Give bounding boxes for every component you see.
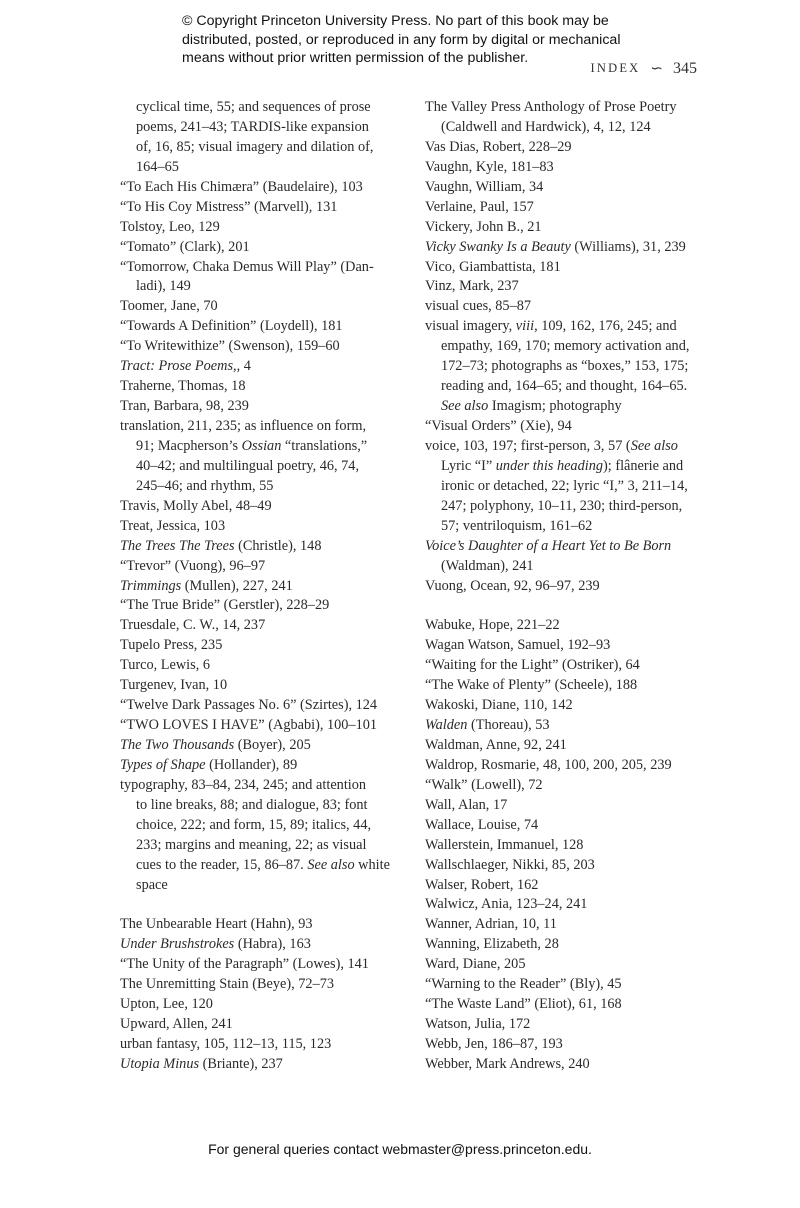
- entry-text: Upward, Allen, 241: [120, 1016, 233, 1033]
- index-entry: [425, 856, 715, 876]
- index-entry-line: [425, 517, 715, 537]
- index-entry-line: [120, 377, 410, 397]
- index-entry-line: [120, 876, 410, 896]
- italic-title: Vicky Swanky Is a Beauty: [425, 238, 571, 255]
- italic-title: Ossian: [241, 437, 282, 454]
- entry-text: (Briante), 237: [199, 1055, 283, 1072]
- index-entry: [425, 895, 715, 915]
- italic-title: Utopia Minus: [120, 1055, 200, 1072]
- index-entry: [120, 716, 410, 736]
- index-entry: [120, 98, 410, 178]
- index-entry: [120, 417, 410, 497]
- index-entry: [425, 876, 715, 896]
- index-entry-line: [120, 816, 410, 836]
- index-entry-line: [120, 218, 410, 238]
- entry-text: visual imagery,: [425, 318, 516, 335]
- entry-text: Webb, Jen, 186–87, 193: [425, 1036, 563, 1053]
- letter-group-gap: [425, 596, 715, 616]
- entry-text: 57; ventriloquism, 161–62: [441, 517, 593, 534]
- index-entry: [425, 1015, 715, 1035]
- index-entry: [425, 756, 715, 776]
- index-entry: [120, 1055, 410, 1075]
- italic-title: Walden: [425, 717, 468, 734]
- index-entry: [120, 676, 410, 696]
- index-entry: [120, 616, 410, 636]
- entry-text: Wallschlaeger, Nikki, 85, 203: [425, 856, 595, 873]
- index-entry-line: [120, 258, 410, 278]
- entry-text: Ward, Diane, 205: [425, 956, 526, 973]
- entry-text: ); flânerie and: [603, 457, 684, 474]
- index-entry-line: [120, 457, 410, 477]
- entry-text: Wallerstein, Immanuel, 128: [425, 836, 584, 853]
- index-entry: [120, 1015, 410, 1035]
- entry-text: 245–46; and rhythm, 55: [136, 477, 274, 494]
- index-entry: [425, 178, 715, 198]
- entry-text: “Twelve Dark Passages No. 6” (Szirtes), 124: [120, 697, 378, 714]
- index-entry-line: [120, 836, 410, 856]
- index-entry-line: [425, 816, 715, 836]
- index-entry: [120, 258, 410, 298]
- index-entry: [120, 636, 410, 656]
- index-entry: [425, 716, 715, 736]
- index-entry-line: [425, 636, 715, 656]
- entry-text: “Waiting for the Light” (Ostriker), 64: [425, 657, 640, 674]
- index-entry-line: [120, 158, 410, 178]
- index-entry-line: [120, 557, 410, 577]
- index-entry-line: [120, 537, 410, 557]
- index-entry-line: [120, 756, 410, 776]
- index-entry-line: [120, 118, 410, 138]
- entry-text: 40–42; and multilingual poetry, 46, 74,: [136, 457, 360, 474]
- index-entry: [120, 357, 410, 377]
- entry-text: (Mullen), 227, 241: [181, 577, 293, 594]
- entry-text: Toomer, Jane, 70: [120, 298, 218, 315]
- index-entry-line: [120, 138, 410, 158]
- index-entry: [425, 258, 715, 278]
- entry-text: 172–73; photographs as “boxes,” 153, 175;: [441, 358, 689, 375]
- index-entry-line: [120, 98, 410, 118]
- entry-text: Upton, Lee, 120: [120, 996, 213, 1013]
- index-entry: [425, 636, 715, 656]
- index-entry-line: [120, 676, 410, 696]
- entry-text: Wall, Alan, 17: [425, 796, 508, 813]
- index-entry: [425, 915, 715, 935]
- index-entry: [120, 317, 410, 337]
- index-entry: [425, 138, 715, 158]
- index-entry: [120, 577, 410, 597]
- index-entry-line: [120, 1015, 410, 1035]
- footer-contact: For general queries contact webmaster@press.princeton.edu.: [208, 1141, 592, 1157]
- entry-text: of, 16, 85; visual imagery and dilation of,: [136, 138, 374, 155]
- entry-text: Turgenev, Ivan, 10: [120, 677, 228, 694]
- index-column-left: [120, 98, 410, 1075]
- index-entry-line: [425, 1035, 715, 1055]
- index-entry: [120, 297, 410, 317]
- entry-text: poems, 241–43; TARDIS-like expansion: [136, 118, 369, 135]
- index-entry: [120, 696, 410, 716]
- index-entry-line: [425, 975, 715, 995]
- entry-text: The Unbearable Heart (Hahn), 93: [120, 916, 313, 933]
- index-entry: [425, 317, 715, 417]
- entry-text: white: [354, 856, 390, 873]
- copyright-line: distributed, posted, or reproduced in any form by digital or mechanical: [182, 31, 621, 48]
- entry-text: Verlaine, Paul, 157: [425, 198, 534, 215]
- index-entry-line: [120, 995, 410, 1015]
- entry-text: “The Wake of Plenty” (Scheele), 188: [425, 677, 638, 694]
- index-entry: [120, 198, 410, 218]
- entry-text: Travis, Molly Abel, 48–49: [120, 497, 272, 514]
- index-entry: [120, 736, 410, 756]
- entry-text: “To Writewithize” (Swenson), 159–60: [120, 338, 340, 355]
- index-entry-line: [120, 577, 410, 597]
- entry-text: (Caldwell and Hardwick), 4, 12, 124: [441, 118, 651, 135]
- index-entry-line: [425, 337, 715, 357]
- index-entry-line: [425, 915, 715, 935]
- index-entry: [120, 337, 410, 357]
- entry-text: “translations,”: [281, 437, 368, 454]
- index-entry-line: [120, 656, 410, 676]
- index-entry: [120, 776, 410, 896]
- index-entry: [425, 736, 715, 756]
- index-entry-line: [425, 198, 715, 218]
- index-entry-line: [120, 477, 410, 497]
- index-entry-line: [120, 616, 410, 636]
- index-entry-line: [120, 277, 410, 297]
- entry-text: “Warning to the Reader” (Bly), 45: [425, 976, 622, 993]
- index-entry: [120, 955, 410, 975]
- index-entry: [425, 796, 715, 816]
- index-entry: [425, 676, 715, 696]
- index-entry: [425, 995, 715, 1015]
- index-entry: [120, 656, 410, 676]
- index-entry: [425, 417, 715, 437]
- index-entry-line: [425, 178, 715, 198]
- index-entry-line: [425, 557, 715, 577]
- entry-text: Webber, Mark Andrews, 240: [425, 1055, 590, 1072]
- index-entry-line: [425, 537, 715, 557]
- entry-text: The Valley Press Anthology of Prose Poetry: [425, 99, 677, 115]
- index-entry-line: [425, 1055, 715, 1075]
- entry-text: Waldman, Anne, 92, 241: [425, 736, 567, 753]
- index-entry-line: [120, 238, 410, 258]
- italic-title: viii: [515, 318, 535, 335]
- index-entry-line: [120, 397, 410, 417]
- index-entry-line: [425, 437, 715, 457]
- index-entry: [425, 616, 715, 636]
- entry-text: “Tomato” (Clark), 201: [120, 238, 250, 255]
- entry-text: Treat, Jessica, 103: [120, 517, 226, 534]
- index-entry: [120, 377, 410, 397]
- index-entry-line: [425, 158, 715, 178]
- index-entry-line: [120, 417, 410, 437]
- index-entry-line: [425, 935, 715, 955]
- entry-text: urban fantasy, 105, 112–13, 115, 123: [120, 1036, 332, 1053]
- index-entry: [120, 995, 410, 1015]
- entry-text: “To His Coy Mistress” (Marvell), 131: [120, 198, 338, 215]
- entry-text: (Williams), 31, 239: [570, 238, 686, 255]
- entry-text: Vuong, Ocean, 92, 96–97, 239: [425, 577, 600, 594]
- index-entry-line: [120, 696, 410, 716]
- copyright-line: © Copyright Princeton University Press. No part of this book may be: [182, 13, 609, 29]
- index-entry-line: [425, 138, 715, 158]
- entry-text: 247; polyphony, 10–11, 230; third-person,: [441, 497, 683, 514]
- entry-text: Vickery, John B., 21: [425, 218, 542, 235]
- italic-title: The Two Thousands: [120, 737, 235, 753]
- index-entry: [425, 1055, 715, 1075]
- index-entry-line: [425, 836, 715, 856]
- index-entry-line: [120, 915, 410, 935]
- italic-title: under this heading: [495, 457, 604, 474]
- entry-text: visual cues, 85–87: [425, 298, 532, 315]
- index-entry-line: [120, 856, 410, 876]
- italic-title: Voice’s Daughter of a Heart Yet to Be Born: [425, 537, 672, 554]
- entry-text: ladi), 149: [136, 278, 191, 295]
- index-entry-line: [425, 856, 715, 876]
- entry-text: Vas Dias, Robert, 228–29: [425, 138, 572, 155]
- index-entry-line: [120, 198, 410, 218]
- index-entry-line: [425, 238, 715, 258]
- entry-text: “The Unity of the Paragraph” (Lowes), 141: [120, 956, 369, 973]
- index-entry-line: [425, 118, 715, 138]
- letter-group-gap: [120, 896, 410, 916]
- index-entry: [120, 557, 410, 577]
- running-head-title: INDEX: [590, 61, 641, 75]
- index-entry-line: [425, 577, 715, 597]
- entry-text: Waldrop, Rosmarie, 48, 100, 200, 205, 239: [425, 756, 672, 773]
- index-entry: [120, 497, 410, 517]
- entry-text: “TWO LOVES I HAVE” (Agbabi), 100–101: [120, 717, 378, 734]
- entry-text: Vaughn, Kyle, 181–83: [425, 158, 554, 175]
- entry-text: (Habra), 163: [234, 936, 311, 953]
- index-entry: [425, 437, 715, 537]
- index-entry-line: [425, 377, 715, 397]
- entry-text: reading and, 164–65; and thought, 164–65.: [441, 378, 688, 395]
- entry-text: “Visual Orders” (Xie), 94: [425, 418, 572, 434]
- index-entry: [120, 218, 410, 238]
- entry-text: Walwicz, Ania, 123–24, 241: [425, 896, 588, 913]
- entry-text: “Towards A Definition” (Loydell), 181: [120, 318, 343, 335]
- entry-text: “To Each His Chimæra” (Baudelaire), 103: [120, 178, 363, 195]
- italic-title: The Trees The Trees: [120, 537, 235, 554]
- index-entry-line: [425, 357, 715, 377]
- index-entry-line: [120, 357, 410, 377]
- entry-text: Truesdale, C. W., 14, 237: [120, 617, 266, 634]
- entry-text: Imagism; photography: [488, 398, 622, 415]
- entry-text: translation, 211, 235; as influence on form,: [120, 418, 367, 434]
- entry-text: (Hollander), 89: [205, 756, 298, 773]
- entry-text: Traherne, Thomas, 18: [120, 378, 246, 395]
- entry-text: Vico, Giambattista, 181: [425, 258, 561, 275]
- entry-text: Wallace, Louise, 74: [425, 816, 539, 833]
- index-entry-line: [120, 955, 410, 975]
- index-entry-line: [120, 776, 410, 796]
- entry-text: The Unremitting Stain (Beye), 72–73: [120, 976, 335, 993]
- index-entry-line: [425, 457, 715, 477]
- index-entry: [425, 816, 715, 836]
- entry-text: (Boyer), 205: [234, 737, 311, 753]
- index-entry: [120, 756, 410, 776]
- index-entry: [425, 218, 715, 238]
- italic-title: Types of Shape: [120, 756, 206, 773]
- index-entry: [120, 596, 410, 616]
- entry-text: cues to the reader, 15, 86–87.: [136, 856, 308, 873]
- index-entry-line: [425, 98, 715, 118]
- running-head: [591, 59, 697, 78]
- index-entry-line: [425, 297, 715, 317]
- entry-text: Tolstoy, Leo, 129: [120, 218, 220, 235]
- entry-text: Wagan Watson, Samuel, 192–93: [425, 637, 611, 654]
- index-entry: [120, 178, 410, 198]
- index-entry: [425, 696, 715, 716]
- italic-title: Tract: Prose Poems,: [120, 358, 237, 375]
- index-entry: [120, 517, 410, 537]
- entry-text: Vinz, Mark, 237: [425, 278, 519, 295]
- entry-text: “Trevor” (Vuong), 96–97: [120, 557, 266, 574]
- index-entry: [120, 1035, 410, 1055]
- index-entry-line: [425, 995, 715, 1015]
- index-entry-line: [120, 935, 410, 955]
- index-entry-line: [425, 876, 715, 896]
- italic-title: See also: [441, 398, 489, 415]
- entry-text: to line breaks, 88; and dialogue, 83; font: [136, 796, 368, 813]
- entry-text: choice, 222; and form, 15, 89; italics, 44,: [136, 816, 372, 833]
- copyright-line: means without prior written permission of the publisher.: [182, 50, 529, 66]
- entry-text: Wakoski, Diane, 110, 142: [425, 697, 573, 714]
- index-entry-line: [120, 636, 410, 656]
- copyright-notice: [182, 12, 652, 68]
- index-entry-line: [425, 477, 715, 497]
- index-entry-line: [425, 895, 715, 915]
- index-entry-line: [425, 756, 715, 776]
- entry-text: voice, 103, 197; first-person, 3, 57 (: [425, 437, 631, 454]
- index-entry-line: [120, 297, 410, 317]
- index-entry-line: [425, 796, 715, 816]
- index-entry: [425, 277, 715, 297]
- index-entry-line: [120, 796, 410, 816]
- index-entry-line: [120, 497, 410, 517]
- index-entry: [425, 975, 715, 995]
- index-entry: [425, 98, 715, 138]
- entry-text: Walser, Robert, 162: [425, 876, 539, 893]
- entry-text: , 109, 162, 176, 245; and: [534, 318, 677, 335]
- index-entry-line: [120, 337, 410, 357]
- index-entry: [120, 537, 410, 557]
- entry-text: empathy, 169, 170; memory activation and,: [441, 338, 690, 355]
- index-entry-line: [425, 417, 715, 437]
- entry-text: ironic or detached, 22; lyric “I,” 3, 211–14,: [441, 477, 688, 494]
- index-entry-line: [425, 716, 715, 736]
- index-entry-line: [120, 178, 410, 198]
- index-entry-line: [425, 1015, 715, 1035]
- index-entry-line: [425, 317, 715, 337]
- index-entry: [120, 915, 410, 935]
- index-entry: [425, 297, 715, 317]
- index-entry-line: [120, 517, 410, 537]
- index-entry-line: [425, 676, 715, 696]
- index-entry-line: [425, 397, 715, 417]
- entry-text: typography, 83–84, 234, 245; and attention: [120, 776, 367, 793]
- index-entry: [425, 198, 715, 218]
- index-entry-line: [425, 258, 715, 278]
- index-entry-line: [425, 218, 715, 238]
- index-entry-line: [120, 975, 410, 995]
- entry-text: , 4: [236, 358, 251, 375]
- entry-text: 233; margins and meaning, 22; as visual: [136, 836, 367, 853]
- index-entry-line: [425, 696, 715, 716]
- entry-text: “Walk” (Lowell), 72: [425, 776, 543, 793]
- index-entry-line: [120, 716, 410, 736]
- index-entry: [120, 975, 410, 995]
- index-entry-line: [120, 596, 410, 616]
- index-entry-line: [120, 317, 410, 337]
- index-entry-line: [425, 616, 715, 636]
- index-column-right: [425, 98, 715, 1075]
- ornament-icon: ∽: [650, 61, 663, 77]
- index-entry-line: [425, 736, 715, 756]
- index-entry-line: [425, 497, 715, 517]
- index-entry: [425, 935, 715, 955]
- index-entry: [425, 537, 715, 577]
- index-entry-line: [425, 656, 715, 676]
- entry-text: “Tomorrow, Chaka Demus Will Play” (Dan-: [120, 258, 374, 275]
- entry-text: 91; Macpherson’s: [136, 437, 242, 454]
- index-entry: [425, 656, 715, 676]
- entry-text: Wanner, Adrian, 10, 11: [425, 916, 557, 933]
- index-entry-line: [120, 1035, 410, 1055]
- index-entry-line: [425, 776, 715, 796]
- entry-text: Watson, Julia, 172: [425, 1016, 531, 1033]
- index-entry: [425, 238, 715, 258]
- index-entry: [120, 935, 410, 955]
- entry-text: Lyric “I”: [441, 457, 496, 474]
- index-entry-line: [120, 437, 410, 457]
- italic-title: See also: [307, 856, 355, 873]
- italic-title: Under Brushstrokes: [120, 936, 235, 953]
- entry-text: Turco, Lewis, 6: [120, 657, 211, 674]
- index-entry: [120, 397, 410, 417]
- entry-text: (Thoreau), 53: [467, 717, 550, 734]
- entry-text: Tran, Barbara, 98, 239: [120, 398, 249, 415]
- entry-text: (Waldman), 241: [441, 557, 534, 574]
- index-entry-line: [425, 955, 715, 975]
- index-entry-line: [120, 736, 410, 756]
- index-entry: [425, 158, 715, 178]
- index-entry: [425, 1035, 715, 1055]
- entry-text: Vaughn, William, 34: [425, 178, 544, 195]
- index-entry: [425, 577, 715, 597]
- italic-title: Trimmings: [120, 577, 182, 594]
- entry-text: Tupelo Press, 235: [120, 637, 223, 654]
- entry-text: (Christle), 148: [234, 537, 322, 554]
- page-number: 345: [673, 59, 697, 77]
- index-entry: [425, 776, 715, 796]
- index-entry-line: [120, 1055, 410, 1075]
- entry-text: Wabuke, Hope, 221–22: [425, 617, 560, 634]
- index-entry: [425, 955, 715, 975]
- entry-text: space: [136, 876, 168, 893]
- entry-text: “The Waste Land” (Eliot), 61, 168: [425, 996, 622, 1013]
- entry-text: “The True Bride” (Gerstler), 228–29: [120, 597, 330, 614]
- index-entry: [425, 836, 715, 856]
- entry-text: cyclical time, 55; and sequences of prose: [136, 99, 371, 115]
- entry-text: Wanning, Elizabeth, 28: [425, 936, 559, 953]
- italic-title: See also: [630, 437, 678, 454]
- index-entry: [120, 238, 410, 258]
- index-entry-line: [425, 277, 715, 297]
- entry-text: 164–65: [136, 158, 179, 175]
